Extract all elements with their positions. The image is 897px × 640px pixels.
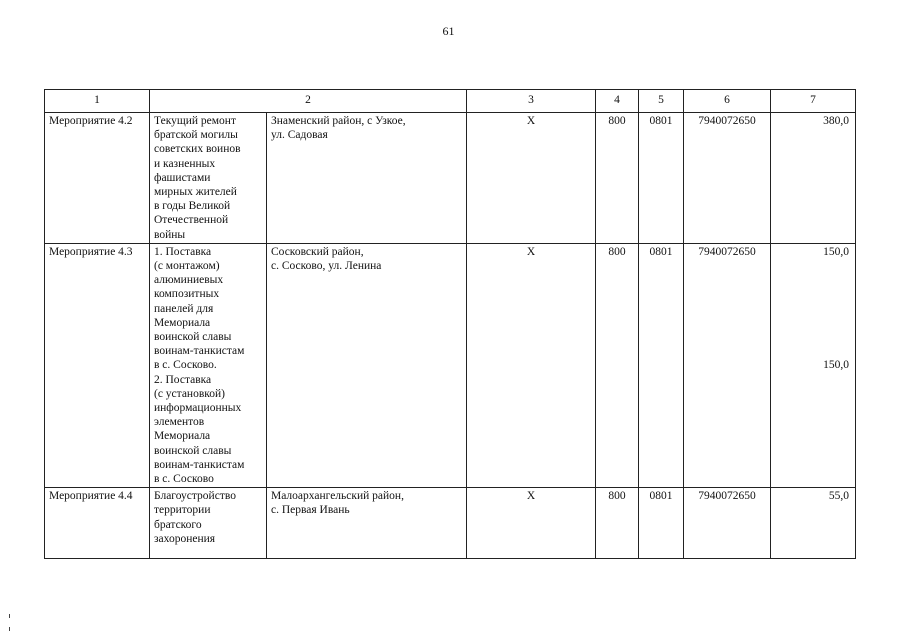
col5-cell: 0801 bbox=[639, 488, 684, 559]
event-description: Текущий ремонт братской могилы советских воинов и казненных фашистами мирных жителей в годы Великой Отечественной войны bbox=[150, 113, 267, 244]
col3-cell: X bbox=[467, 113, 596, 244]
col6-cell: 7940072650 bbox=[684, 113, 771, 244]
amount-value: 150,0 bbox=[823, 245, 849, 258]
col4-cell: 800 bbox=[596, 243, 639, 487]
col6-cell: 7940072650 bbox=[684, 488, 771, 559]
header-col-5: 5 bbox=[639, 90, 684, 113]
header-col-7: 7 bbox=[771, 90, 856, 113]
header-col-4: 4 bbox=[596, 90, 639, 113]
scan-mark bbox=[9, 614, 10, 618]
event-name: Мероприятие 4.3 bbox=[45, 243, 150, 487]
header-col-1: 1 bbox=[45, 90, 150, 113]
event-name: Мероприятие 4.2 bbox=[45, 113, 150, 244]
budget-table bbox=[44, 89, 856, 559]
col3-cell: X bbox=[467, 243, 596, 487]
header-col-3: 3 bbox=[467, 90, 596, 113]
scan-mark bbox=[9, 627, 10, 631]
header-col-6: 6 bbox=[684, 90, 771, 113]
amount-cell bbox=[771, 243, 856, 487]
amount-cell: 380,0 bbox=[771, 113, 856, 244]
col4-cell: 800 bbox=[596, 113, 639, 244]
col6-cell: 7940072650 bbox=[684, 243, 771, 487]
table-header-row bbox=[45, 90, 856, 113]
event-location: Знаменский район, с Узкое, ул. Садовая bbox=[267, 113, 467, 244]
amount-value-2: 150,0 bbox=[823, 359, 849, 372]
col3-cell: X bbox=[467, 488, 596, 559]
col5-cell: 0801 bbox=[639, 243, 684, 487]
table-row bbox=[45, 243, 856, 487]
event-description: Благоустройство территории братского захоронения bbox=[150, 488, 267, 559]
event-description: 1. Поставка (с монтажом) алюминиевых композитных панелей для Мемориала воинской славы воинам-танкистам в с. Сосково. 2. Поставка (с установкой) информационных элементов Мемориала воинской славы воинам-танкистам в с. Сосково bbox=[150, 243, 267, 487]
event-name: Мероприятие 4.4 bbox=[45, 488, 150, 559]
col5-cell: 0801 bbox=[639, 113, 684, 244]
page-number: 61 bbox=[442, 24, 455, 38]
table-row bbox=[45, 113, 856, 244]
table-row bbox=[45, 488, 856, 559]
amount-cell: 55,0 bbox=[771, 488, 856, 559]
header-col-2: 2 bbox=[150, 90, 467, 113]
col4-cell: 800 bbox=[596, 488, 639, 559]
event-location: Малоархангельский район, с. Первая Ивань bbox=[267, 488, 467, 559]
event-location: Сосковский район, с. Сосково, ул. Ленина bbox=[267, 243, 467, 487]
